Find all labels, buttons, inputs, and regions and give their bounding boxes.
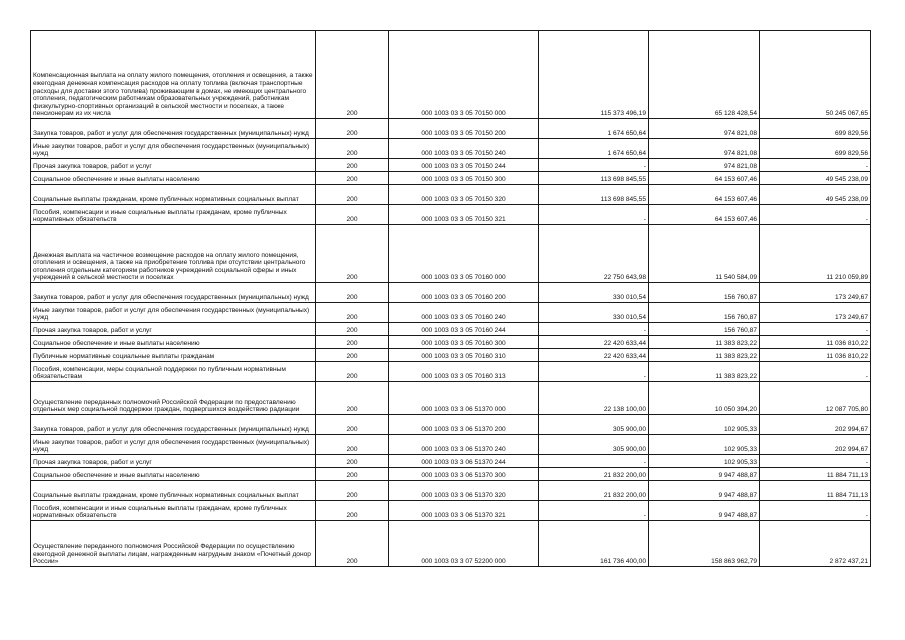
table-row — [31, 139, 871, 159]
row-unexecuted-cell: 11 884 711,13 — [760, 481, 871, 501]
row-bcc-cell: 000 1003 03 3 06 51370 240 — [389, 435, 539, 455]
row-executed-cell: 11 383 823,22 — [649, 336, 760, 349]
row-approved-cell: 22 420 633,44 — [539, 349, 649, 362]
row-code-cell: 200 — [316, 159, 389, 172]
row-name-cell: Социальное обеспечение и иные выплаты населению — [31, 172, 316, 185]
row-code-cell: 200 — [316, 501, 389, 521]
table-row — [31, 119, 871, 139]
row-bcc-cell: 000 1003 03 3 05 70150 300 — [389, 172, 539, 185]
row-executed-cell: 974 821,08 — [649, 159, 760, 172]
table-row — [31, 362, 871, 382]
row-approved-cell: - — [539, 205, 649, 225]
row-executed-cell: 64 153 607,46 — [649, 205, 760, 225]
row-name-cell: Публичные нормативные социальные выплаты гражданам — [31, 349, 316, 362]
row-name-cell: Социальное обеспечение и иные выплаты населению — [31, 336, 316, 349]
row-bcc-cell: 000 1003 03 3 06 51370 300 — [389, 468, 539, 481]
row-approved-cell: 22 750 643,98 — [539, 225, 649, 283]
row-name-cell: Пособия, компенсации, меры социальной поддержки по публичным нормативным обязательствам — [31, 362, 316, 382]
table-row — [31, 349, 871, 362]
row-approved-cell: 305 900,00 — [539, 435, 649, 455]
row-bcc-cell: 000 1003 03 3 06 51370 244 — [389, 455, 539, 468]
row-unexecuted-cell: 12 087 705,80 — [760, 382, 871, 415]
table-row — [31, 382, 871, 415]
row-code-cell: 200 — [316, 172, 389, 185]
row-name-cell: Иные закупки товаров, работ и услуг для обеспечения государственных (муниципальных) нужд — [31, 435, 316, 455]
table-row — [31, 283, 871, 303]
table-row — [31, 31, 871, 119]
table-row — [31, 205, 871, 225]
row-code-cell: 200 — [316, 323, 389, 336]
row-executed-cell: 158 863 962,79 — [649, 521, 760, 567]
row-unexecuted-cell: 11 036 810,22 — [760, 349, 871, 362]
table-row — [31, 225, 871, 283]
row-approved-cell: - — [539, 159, 649, 172]
row-bcc-cell: 000 1003 03 3 05 70150 320 — [389, 185, 539, 205]
row-executed-cell: 11 383 823,22 — [649, 362, 760, 382]
row-approved-cell: - — [539, 501, 649, 521]
table-row — [31, 415, 871, 435]
row-approved-cell: 113 698 845,55 — [539, 172, 649, 185]
row-code-cell: 200 — [316, 455, 389, 468]
table-row — [31, 455, 871, 468]
row-code-cell: 200 — [316, 362, 389, 382]
row-unexecuted-cell: 11 036 810,22 — [760, 336, 871, 349]
table-row — [31, 323, 871, 336]
row-bcc-cell: 000 1003 03 3 05 70150 240 — [389, 139, 539, 159]
row-approved-cell: 1 674 650,64 — [539, 119, 649, 139]
row-code-cell: 200 — [316, 139, 389, 159]
row-name-cell: Прочая закупка товаров, работ и услуг — [31, 323, 316, 336]
row-name-cell: Социальные выплаты гражданам, кроме публичных нормативных социальных выплат — [31, 481, 316, 501]
row-bcc-cell: 000 1003 03 3 06 51370 200 — [389, 415, 539, 435]
row-code-cell: 200 — [316, 205, 389, 225]
row-code-cell: 200 — [316, 185, 389, 205]
row-executed-cell: 64 153 607,46 — [649, 185, 760, 205]
row-unexecuted-cell: - — [760, 323, 871, 336]
row-code-cell: 200 — [316, 481, 389, 501]
row-approved-cell: - — [539, 455, 649, 468]
row-unexecuted-cell: 2 872 437,21 — [760, 521, 871, 567]
row-approved-cell: 330 010,54 — [539, 303, 649, 323]
row-bcc-cell: 000 1003 03 3 05 70160 310 — [389, 349, 539, 362]
row-code-cell: 200 — [316, 521, 389, 567]
row-code-cell: 200 — [316, 382, 389, 415]
row-executed-cell: 64 153 607,46 — [649, 172, 760, 185]
row-name-cell: Социальные выплаты гражданам, кроме публичных нормативных социальных выплат — [31, 185, 316, 205]
row-executed-cell: 9 947 488,87 — [649, 501, 760, 521]
row-executed-cell: 156 760,87 — [649, 323, 760, 336]
table-row — [31, 185, 871, 205]
row-executed-cell: 102 905,33 — [649, 455, 760, 468]
row-approved-cell: 22 420 633,44 — [539, 336, 649, 349]
row-approved-cell: - — [539, 362, 649, 382]
row-name-cell: Закупка товаров, работ и услуг для обеспечения государственных (муниципальных) нужд — [31, 283, 316, 303]
row-approved-cell: - — [539, 323, 649, 336]
row-unexecuted-cell: 49 545 238,09 — [760, 185, 871, 205]
row-code-cell: 200 — [316, 468, 389, 481]
row-unexecuted-cell: 11 210 059,89 — [760, 225, 871, 283]
row-code-cell: 200 — [316, 336, 389, 349]
row-code-cell: 200 — [316, 303, 389, 323]
row-bcc-cell: 000 1003 03 3 05 70160 300 — [389, 336, 539, 349]
row-unexecuted-cell: 699 829,56 — [760, 119, 871, 139]
row-name-cell: Прочая закупка товаров, работ и услуг — [31, 455, 316, 468]
row-bcc-cell: 000 1003 03 3 06 51370 321 — [389, 501, 539, 521]
row-name-cell: Денежная выплата на частичное возмещение расходов на оплату жилого помещения, отопления и освещения, а также на приобретение топлива при отсутствии центрального отопления отдельным категориям работников учреждений социальной сферы и иных учреждений в сельской местности и поселках — [31, 225, 316, 283]
row-approved-cell: 305 900,00 — [539, 415, 649, 435]
row-unexecuted-cell: 173 249,67 — [760, 283, 871, 303]
row-name-cell: Закупка товаров, работ и услуг для обеспечения государственных (муниципальных) нужд — [31, 415, 316, 435]
row-unexecuted-cell: 173 249,67 — [760, 303, 871, 323]
row-executed-cell: 156 760,87 — [649, 283, 760, 303]
row-executed-cell: 974 821,08 — [649, 139, 760, 159]
table-row — [31, 481, 871, 501]
row-name-cell: Прочая закупка товаров, работ и услуг — [31, 159, 316, 172]
table-row — [31, 501, 871, 521]
table-row — [31, 435, 871, 455]
row-code-cell: 200 — [316, 435, 389, 455]
row-approved-cell: 161 736 400,00 — [539, 521, 649, 567]
table-row — [31, 468, 871, 481]
row-unexecuted-cell: - — [760, 205, 871, 225]
row-unexecuted-cell: - — [760, 362, 871, 382]
row-approved-cell: 21 832 200,00 — [539, 481, 649, 501]
row-code-cell: 200 — [316, 119, 389, 139]
row-executed-cell: 10 050 394,20 — [649, 382, 760, 415]
row-bcc-cell: 000 1003 03 3 05 70150 000 — [389, 31, 539, 119]
row-approved-cell: 330 010,54 — [539, 283, 649, 303]
row-approved-cell: 1 674 650,64 — [539, 139, 649, 159]
row-approved-cell: 22 138 100,00 — [539, 382, 649, 415]
row-unexecuted-cell: 699 829,56 — [760, 139, 871, 159]
row-unexecuted-cell: 202 994,67 — [760, 415, 871, 435]
row-code-cell: 200 — [316, 31, 389, 119]
row-bcc-cell: 000 1003 03 3 05 70150 321 — [389, 205, 539, 225]
row-unexecuted-cell: 50 245 067,65 — [760, 31, 871, 119]
row-unexecuted-cell: 49 545 238,09 — [760, 172, 871, 185]
row-bcc-cell: 000 1003 03 3 06 51370 320 — [389, 481, 539, 501]
row-name-cell: Осуществление переданных полномочий Российской Федерации по предоставлению отдельных мер социальной поддержки граждан, подвергшихся воздействию радиации — [31, 382, 316, 415]
row-name-cell: Пособия, компенсации и иные социальные выплаты гражданам, кроме публичных нормативных обязательств — [31, 501, 316, 521]
row-executed-cell: 9 947 488,87 — [649, 468, 760, 481]
row-bcc-cell: 000 1003 03 3 07 52200 000 — [389, 521, 539, 567]
row-code-cell: 200 — [316, 283, 389, 303]
budget-execution-table — [30, 30, 871, 567]
row-bcc-cell: 000 1003 03 3 05 70160 240 — [389, 303, 539, 323]
row-executed-cell: 102 905,33 — [649, 415, 760, 435]
table-row — [31, 159, 871, 172]
row-unexecuted-cell: 202 994,67 — [760, 435, 871, 455]
row-unexecuted-cell: - — [760, 455, 871, 468]
row-approved-cell: 21 832 200,00 — [539, 468, 649, 481]
row-executed-cell: 11 383 823,22 — [649, 349, 760, 362]
table-row — [31, 521, 871, 567]
row-name-cell: Компенсационная выплата на оплату жилого помещения, отопления и освещения, а также ежегодная денежная компенсация расходов на оплату топлива (включая транспортные расходы для доставки этого топлива) проживающим в домах, не имеющих центрального отопления, педагогическим работникам образовательных учреждений, работникам физкультурно-спортивных организаций в сельской местности и поселках, а также пенсионерам из их числа — [31, 31, 316, 119]
row-code-cell: 200 — [316, 415, 389, 435]
row-unexecuted-cell: - — [760, 501, 871, 521]
row-approved-cell: 115 373 496,19 — [539, 31, 649, 119]
row-code-cell: 200 — [316, 349, 389, 362]
row-name-cell: Иные закупки товаров, работ и услуг для обеспечения государственных (муниципальных) нужд — [31, 303, 316, 323]
row-executed-cell: 156 760,87 — [649, 303, 760, 323]
row-executed-cell: 102 905,33 — [649, 435, 760, 455]
table-row — [31, 336, 871, 349]
row-executed-cell: 9 947 488,87 — [649, 481, 760, 501]
row-bcc-cell: 000 1003 03 3 05 70160 313 — [389, 362, 539, 382]
row-bcc-cell: 000 1003 03 3 05 70150 244 — [389, 159, 539, 172]
row-bcc-cell: 000 1003 03 3 05 70150 200 — [389, 119, 539, 139]
row-executed-cell: 974 821,08 — [649, 119, 760, 139]
row-name-cell: Социальное обеспечение и иные выплаты населению — [31, 468, 316, 481]
row-name-cell: Иные закупки товаров, работ и услуг для обеспечения государственных (муниципальных) нужд — [31, 139, 316, 159]
budget-report-sheet — [30, 30, 871, 567]
row-name-cell: Закупка товаров, работ и услуг для обеспечения государственных (муниципальных) нужд — [31, 119, 316, 139]
table-row — [31, 303, 871, 323]
row-executed-cell: 11 540 584,09 — [649, 225, 760, 283]
row-bcc-cell: 000 1003 03 3 05 70160 000 — [389, 225, 539, 283]
table-row — [31, 172, 871, 185]
row-bcc-cell: 000 1003 03 3 06 51370 000 — [389, 382, 539, 415]
row-bcc-cell: 000 1003 03 3 05 70160 244 — [389, 323, 539, 336]
row-bcc-cell: 000 1003 03 3 05 70160 200 — [389, 283, 539, 303]
row-code-cell: 200 — [316, 225, 389, 283]
row-unexecuted-cell: 11 884 711,13 — [760, 468, 871, 481]
row-executed-cell: 65 128 428,54 — [649, 31, 760, 119]
row-approved-cell: 113 698 845,55 — [539, 185, 649, 205]
row-name-cell: Осуществление переданного полномочия Российской Федерации по осуществлению ежегодной денежной выплаты лицам, награжденным нагрудным знаком «Почетный донор России» — [31, 521, 316, 567]
row-unexecuted-cell: - — [760, 159, 871, 172]
row-name-cell: Пособия, компенсации и иные социальные выплаты гражданам, кроме публичных нормативных обязательств — [31, 205, 316, 225]
table-body — [31, 31, 871, 567]
